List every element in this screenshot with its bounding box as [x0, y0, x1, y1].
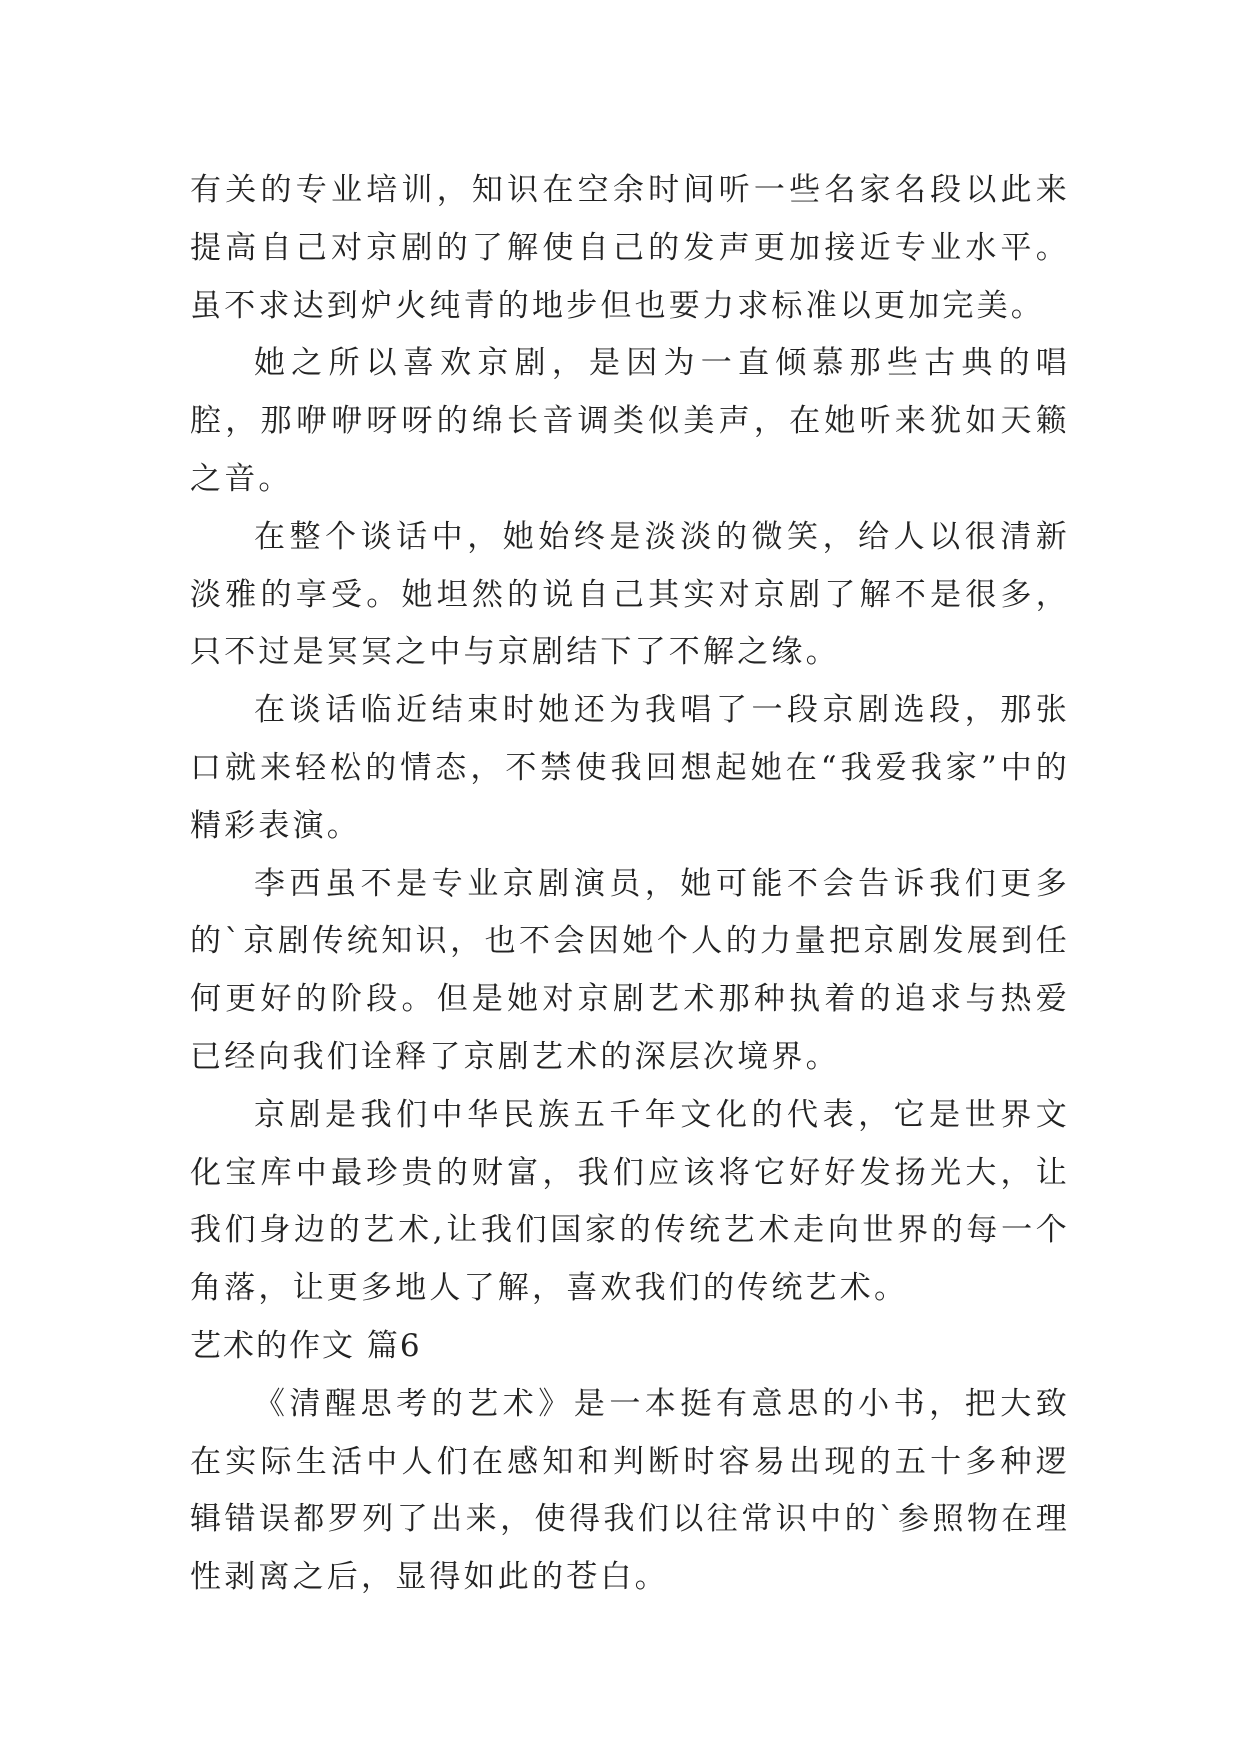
paragraph-peking-opera-culture: 京剧是我们中华民族五千年文化的代表，它是世界文化宝库中最珍贵的财富，我们应该将它好好发扬光大，让我们身边的艺术,让我们国家的传统艺术走向世界的每一个角落，让更多地人了解，喜欢我们的传统艺术。	[190, 1096, 1070, 1307]
paragraph-li-xi: 李西虽不是专业京剧演员，她可能不会告诉我们更多的`京剧传统知识，也不会因她个人的力量把京剧发展到任何更好的阶段。但是她对京剧艺术那种执着的追求与热爱已经向我们诠释了京剧艺术的深层次境界。	[190, 865, 1070, 1075]
paragraph-singing: 在谈话临近结束时她还为我唱了一段京剧选段，那张口就来轻松的情态，不禁使我回想起她在“我爱我家”中的精彩表演。	[190, 692, 1070, 844]
paragraph-clear-thinking: 《清醒思考的艺术》是一本挺有意思的小书，把大致在实际生活中人们在感知和判断时容易出现的五十多种逻辑错误都罗列了出来，使得我们以往常识中的`参照物在理性剥离之后，显得如此的苍白。	[190, 1385, 1070, 1596]
section-heading: 艺术的作文 篇6	[190, 1327, 422, 1364]
paragraph-training: 有关的专业培训，知识在空余时间听一些名家名段以此来提高自己对京剧的了解使自己的发声更加接近专业水平。虽不求达到炉火纯青的地步但也要力求标准以更加完美。	[190, 172, 1070, 324]
paragraph-conversation: 在整个谈话中，她始终是淡淡的微笑，给人以很清新淡雅的享受。她坦然的说自己其实对京剧了解不是很多，只不过是冥冥之中与京剧结下了不解之缘。	[190, 518, 1070, 671]
paragraph-why-likes-opera: 她之所以喜欢京剧，是因为一直倾慕那些古典的唱腔，那咿咿呀呀的绵长音调类似美声，在她听来犹如天籁之音。	[190, 345, 1070, 497]
document-body	[190, 162, 1070, 1607]
